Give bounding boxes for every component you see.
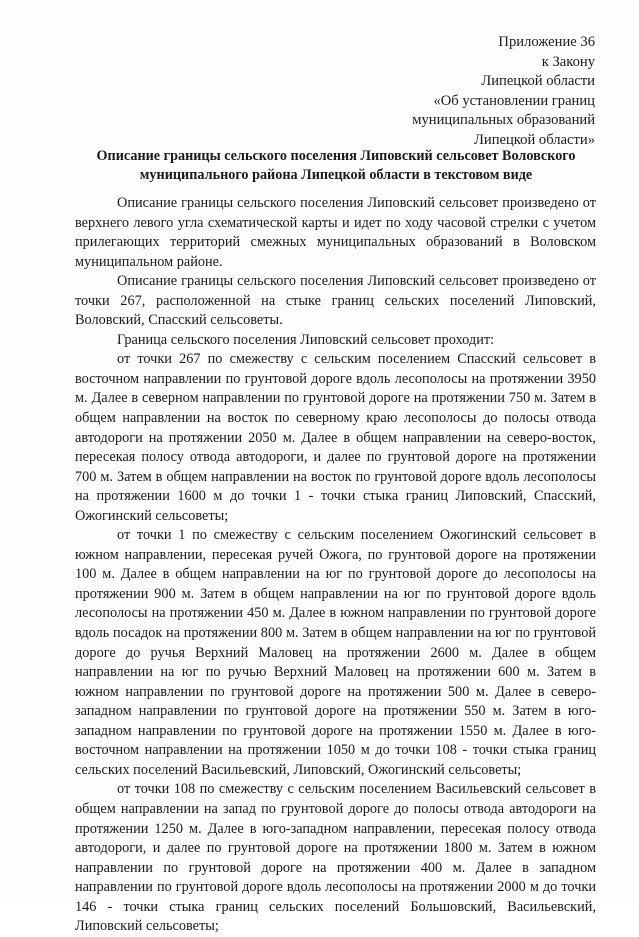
appendix-line: муниципальных образований bbox=[412, 112, 595, 129]
document-title: Описание границы сельского поселения Липовский сельсовет Воловского муниципального района Липецкой области в текстовом виде bbox=[96, 148, 576, 183]
paragraph: Описание границы сельского поселения Липовский сельсовет произведено от верхнего левого угла схематической карты и идет по ходу часовой стрелки с учетом прилегающих территорий смежных муниципальных образований в Воловском муниципальном районе. bbox=[75, 195, 596, 270]
paragraph: от точки 1 по смежеству с сельским поселением Ожогинский сельсовет в южном направлении, пересекая ручей Ожога, по грунтовой дороге на протяжении 100 м. Далее в общем направлении на юг по грунтовой дороге до лесополосы на протяжении 900 м. Затем в общем направлении на юг по грунтовой дороге вдоль лесополосы на протяжении 450 м. Далее в южном направлении по грунтовой дороге вдоль посадок на протяжении 800 м. Затем в общем направлении на юг по грунтовой дороге до ручья Верхний Маловец на протяжении 2600 м. Далее в общем направлении на юг по ручью Верхний Маловец на протяжении 600 м. Затем в южном направлении по грунтовой дороге на протяжении 500 м. Далее в северо-западном направлении по грунтовой дороге на протяжении 550 м. Затем в юго-западном направлении по грунтовой дороге на протяжении 1550 м. Далее в юго-восточном направлении на протяжении 1050 м до точки 108 - точки стыка границ сельских поселений Васильевский, Липовский, Ожогинский сельсоветы; bbox=[75, 527, 596, 778]
paragraph: от точки 108 по смежеству с сельским поселением Васильевский сельсовет в общем направлении на запад по грунтовой дороге до полосы отвода автодороги на протяжении 1250 м. Далее в юго-западном направлении, пересекая полосу отвода автодороги, и далее по грунтовой дороге на протяжении 1800 м. Затем в южном направлении по грунтовой дороге на протяжении 400 м. Далее в западном направлении по грунтовой дороге вдоль лесополосы на протяжении 2000 м до точки 146 - точки стыка границ сельских поселений Большовский, Васильевский, Липовский сельсоветы; bbox=[75, 781, 596, 935]
paragraph: Описание границы сельского поселения Липовский сельсовет произведено от точки 267, расположенной на стыке границ сельских поселений Липовский, Воловский, Спасский сельсоветы. bbox=[75, 273, 596, 329]
appendix-line: «Об установлении границ bbox=[433, 92, 595, 109]
appendix-line: Приложение 36 bbox=[498, 34, 595, 50]
document-body bbox=[75, 194, 596, 937]
appendix-header bbox=[412, 33, 595, 151]
appendix-line: Липецкой области» bbox=[474, 131, 595, 148]
paragraph: Граница сельского поселения Липовский сельсовет проходит: bbox=[117, 331, 495, 348]
appendix-line: к Закону bbox=[541, 53, 595, 70]
paragraph: от точки 267 по смежеству с сельским поселением Спасский сельсовет в восточном направлении по грунтовой дороге вдоль лесополосы на протяжении 3950 м. Далее в северном направлении по грунтовой дороге на протяжении 750 м. Затем в общем направлении на восток по северному краю лесополосы до полосы отвода автодороги на протяжении 2050 м. Далее в общем направлении на северо-восток, пересекая полосу отвода автодороги, и далее по грунтовой дороге на протяжении 700 м. Затем в общем направлении на восток по грунтовой дороге вдоль лесополосы на протяжении 1600 м до точки 1 - точки стыка границ Липовский, Спасский, Ожогинский сельсоветы; bbox=[75, 351, 596, 524]
appendix-line: Липецкой области bbox=[481, 73, 595, 90]
